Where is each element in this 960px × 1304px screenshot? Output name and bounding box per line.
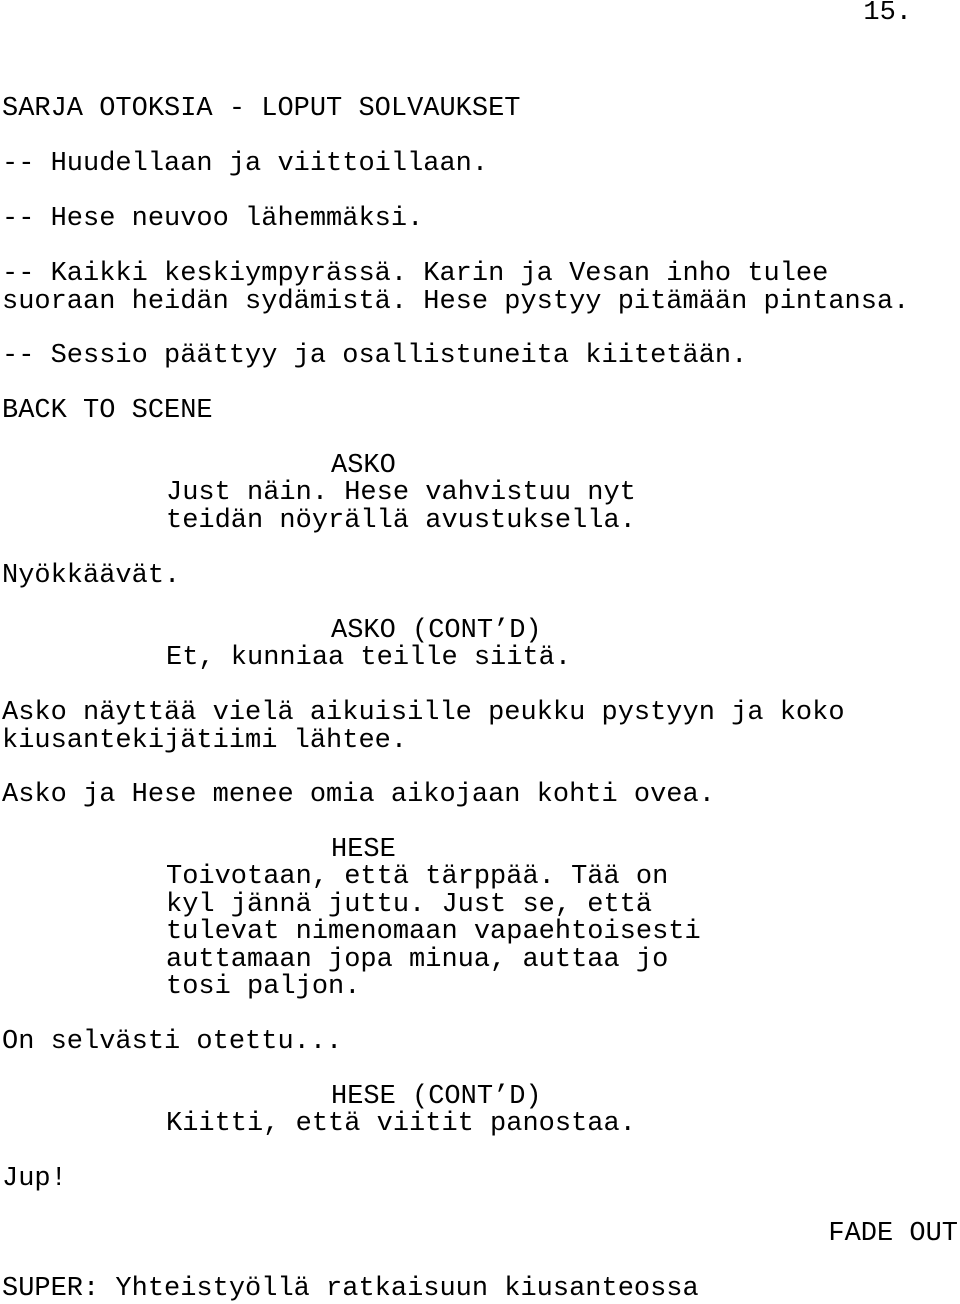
dialogue-line: Just näin. Hese vahvistuu nyt: [166, 478, 636, 508]
action-line: Jup!: [2, 1164, 67, 1194]
action-line: kiusantekijätiimi lähtee.: [2, 725, 408, 756]
dialogue-line: Toivotaan, että tärppää. Tää on: [166, 862, 669, 892]
dialogue-line: tulevat nimenomaan vapaehtoisesti: [166, 917, 701, 947]
action-block: [2, 700, 845, 755]
character-name: ASKO (CONT’D): [331, 616, 542, 646]
action-line: Nyökkäävät.: [2, 561, 181, 591]
action-line: On selvästi otettu...: [2, 1027, 343, 1057]
dialogue-line: auttamaan jopa minua, auttaa jo: [166, 944, 669, 975]
page-number: 15.: [863, 0, 912, 28]
scene-heading: SARJA OTOKSIA - LOPUT SOLVAUKSET: [2, 94, 521, 124]
dialogue-line: teidän nöyrällä avustuksella.: [166, 505, 636, 536]
character-name: HESE (CONT’D): [331, 1082, 542, 1112]
action-line: Asko ja Hese menee omia aikojaan kohti ovea.: [2, 780, 715, 810]
character-name: ASKO: [331, 451, 396, 481]
dialogue-block: [166, 480, 636, 535]
dialogue-line: kyl jännä juttu. Just se, että: [166, 889, 653, 920]
dialogue-line: Et, kunniaa teille siitä.: [166, 643, 572, 673]
character-name: HESE: [331, 835, 396, 865]
super-caption: SUPER: Yhteistyöllä ratkaisuun kiusanteossa: [2, 1274, 699, 1304]
montage-line: -- Kaikki keskiympyrässä. Karin ja Vesan inho tulee: [2, 259, 829, 289]
dialogue-block: [166, 864, 701, 1002]
montage-item: -- Sessio päättyy ja osallistuneita kiitetään.: [2, 341, 748, 371]
transition-back-to-scene: BACK TO SCENE: [2, 396, 213, 426]
transition-fade-out: FADE OUT: [828, 1219, 958, 1249]
montage-item-multiline: [2, 261, 909, 316]
dialogue-line: tosi paljon.: [166, 972, 361, 1002]
montage-line: suoraan heidän sydämistä. Hese pystyy pitämään pintansa.: [2, 286, 910, 317]
montage-item: -- Hese neuvoo lähemmäksi.: [2, 204, 424, 234]
montage-item: -- Huudellaan ja viittoillaan.: [2, 149, 489, 179]
action-line: Asko näyttää vielä aikuisille peukku pystyyn ja koko: [2, 698, 845, 728]
dialogue-line: Kiitti, että viitit panostaa.: [166, 1109, 636, 1139]
